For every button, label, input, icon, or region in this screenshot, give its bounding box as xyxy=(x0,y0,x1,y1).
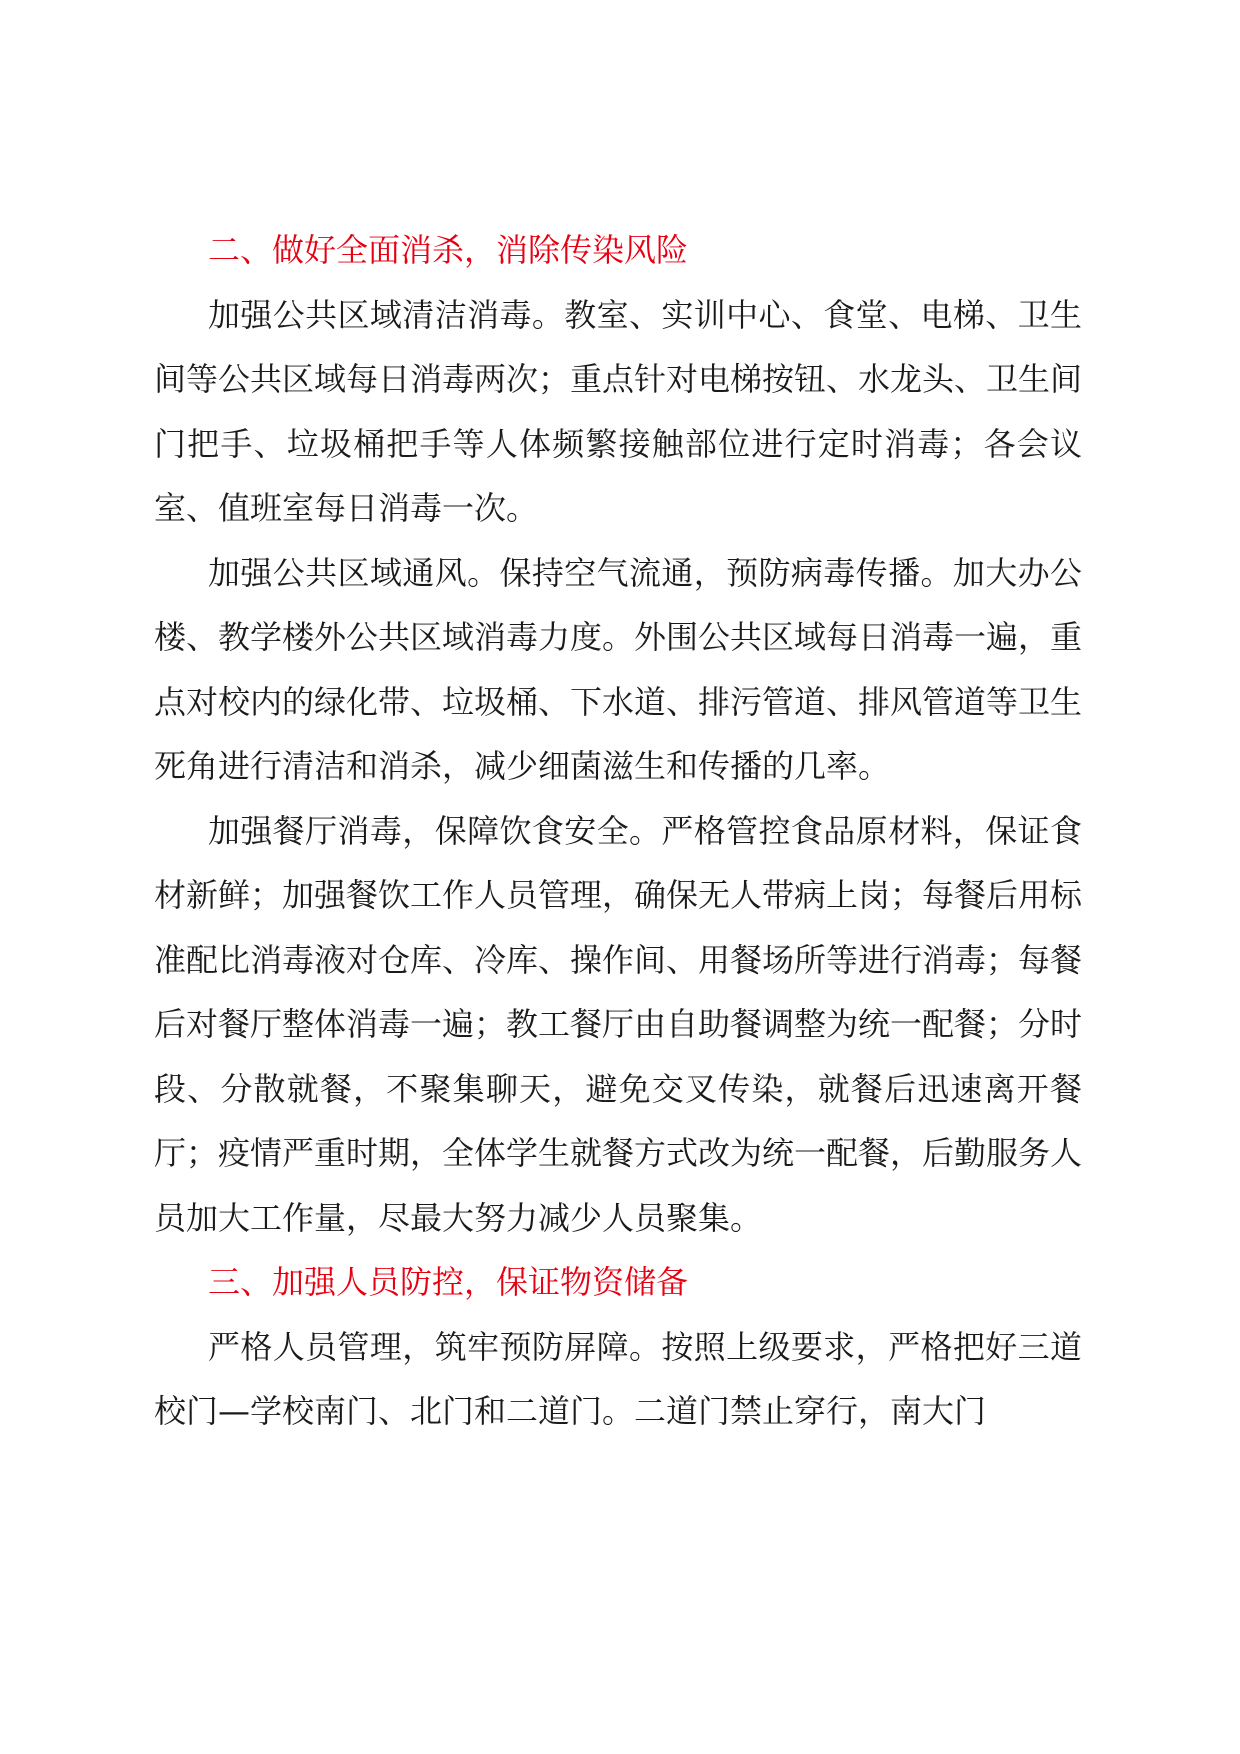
paragraph-canteen: 加强餐厅消毒，保障饮食安全。严格管控食品原材料，保证食材新鲜；加强餐饮工作人员管理，确保无人带病上岗；每餐后用标准配比消毒液对仓库、冷库、操作间、用餐场所等进行消毒；每餐后对餐厅整体消毒一遍；教工餐厅由自助餐调整为统一配餐；分时段、分散就餐，不聚集聊天，避免交叉传染，就餐后迅速离开餐厅；疫情严重时期，全体学生就餐方式改为统一配餐，后勤服务人员加大工作量，尽最大努力减少人员聚集。 xyxy=(154,811,1083,1237)
paragraph-personnel: 严格人员管理，筑牢预防屏障。按照上级要求，严格把好三道校门—学校南门、北门和二道门。二道门禁止穿行，南大门 xyxy=(154,1327,1082,1430)
section-heading-2: 二、做好全面消杀，消除传染风险 xyxy=(208,231,689,269)
paragraph-cleaning: 加强公共区域清洁消毒。教室、实训中心、食堂、电梯、卫生间等公共区域每日消毒两次；重点针对电梯按钮、水龙头、卫生间门把手、垃圾桶把手等人体频繁接触部位进行定时消毒；各会议室、值班室每日消毒一次。 xyxy=(154,295,1083,527)
section-heading-3: 三、加强人员防控，保证物资储备 xyxy=(208,1263,689,1301)
document-body xyxy=(154,218,1082,1444)
paragraph-ventilation: 加强公共区域通风。保持空气流通，预防病毒传播。加大办公楼、教学楼外公共区域消毒力度。外围公共区域每日消毒一遍，重点对校内的绿化带、垃圾桶、下水道、排污管道、排风管道等卫生死角进行清洁和消杀，减少细菌滋生和传播的几率。 xyxy=(154,553,1083,785)
